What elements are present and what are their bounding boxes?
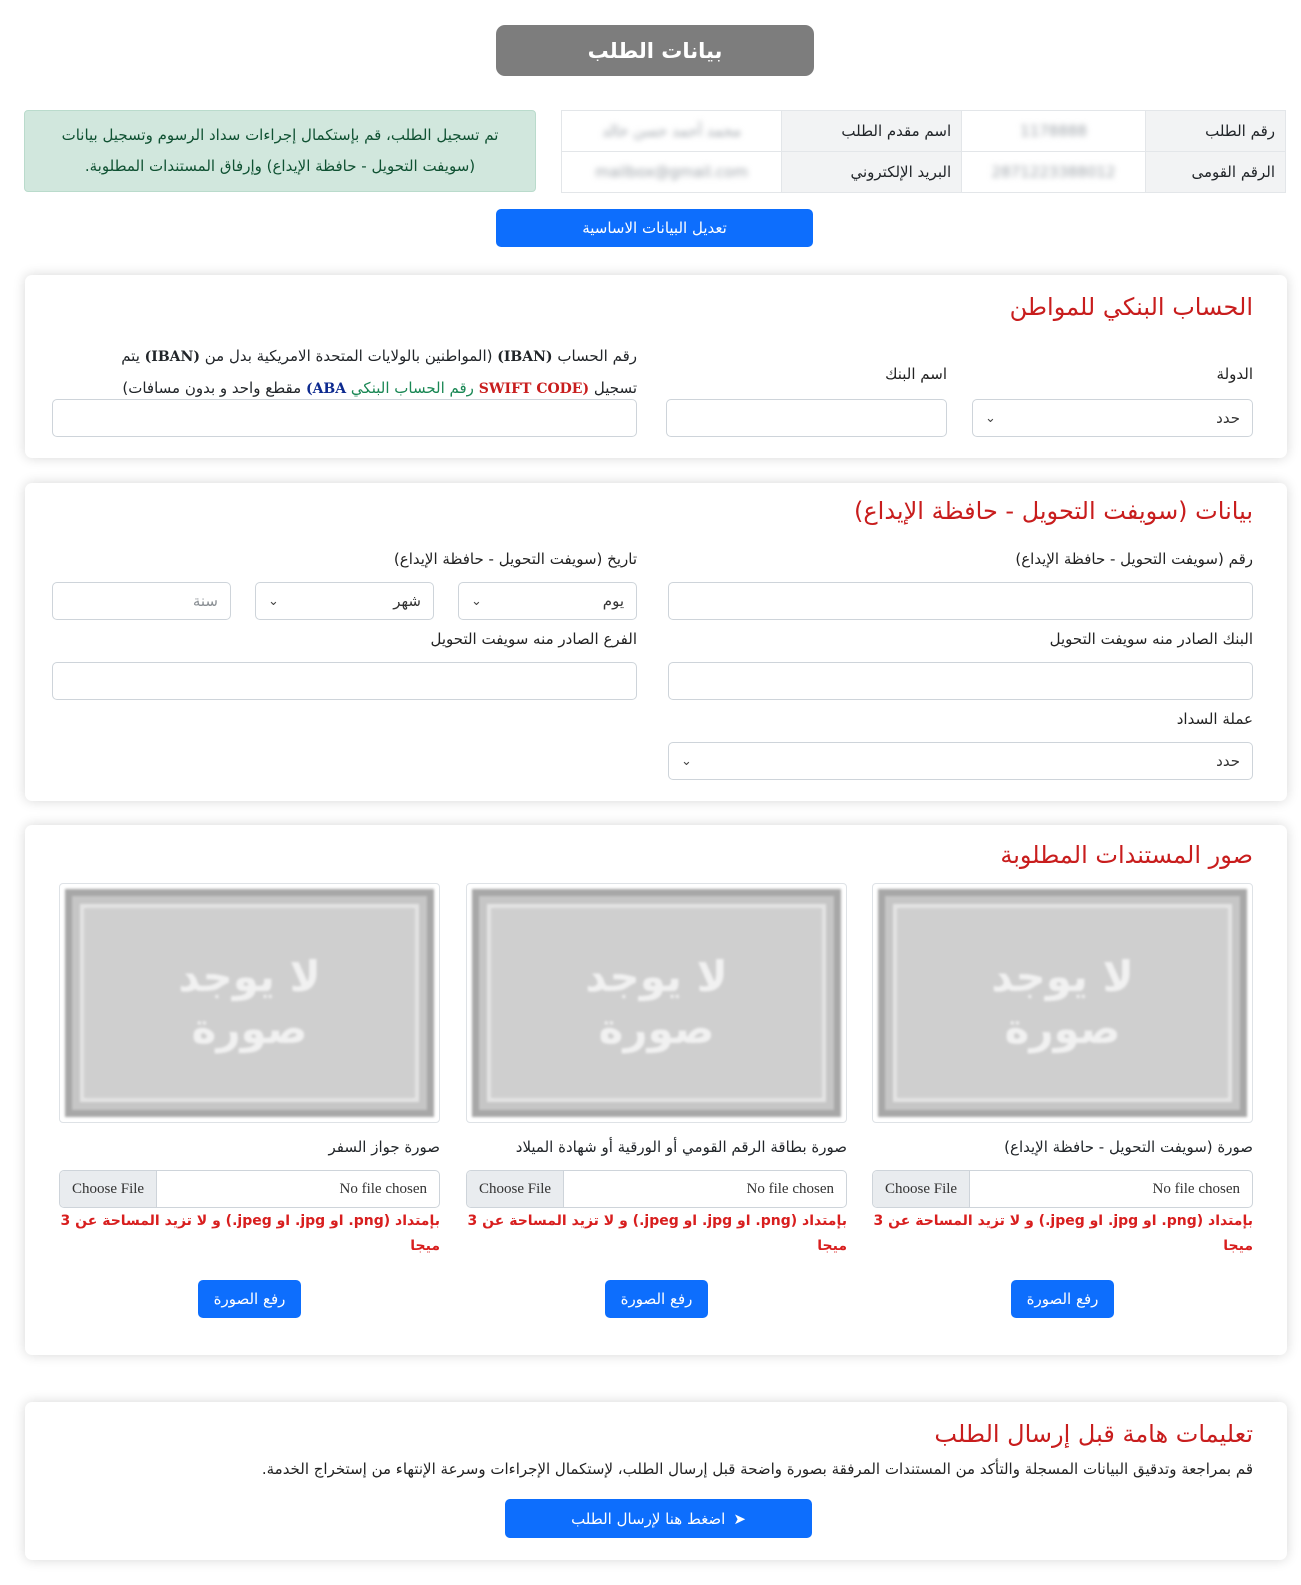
choose-file-button[interactable]: Choose File <box>467 1171 564 1207</box>
paper-plane-icon: ➤ <box>733 1509 746 1528</box>
send-request-button[interactable] <box>505 1499 812 1538</box>
chevron-down-icon: ⌄ <box>268 593 279 609</box>
document-label: صورة بطاقة الرقم القومي أو الورقية أو شهادة الميلاد <box>515 1138 847 1156</box>
no-file-text: No file chosen <box>339 1180 427 1197</box>
country-select[interactable] <box>972 399 1253 437</box>
swift-number-input[interactable] <box>668 582 1253 620</box>
national-id-value: 2871223388012 <box>962 152 1146 193</box>
day-select-value: يوم <box>602 592 624 610</box>
edit-basic-data-button[interactable]: تعديل البيانات الاساسية <box>496 209 813 247</box>
request-number-value: 1178888 <box>962 111 1146 152</box>
swift-date-label: تاريخ (سويفت التحويل - حافظة الإيداع) <box>393 550 637 568</box>
chevron-down-icon: ⌄ <box>985 410 996 426</box>
document-label: صورة جواز السفر <box>328 1138 440 1156</box>
currency-select[interactable] <box>668 742 1253 780</box>
country-label: الدولة <box>1216 365 1253 383</box>
alert-line-2: (سويفت التحويل - حافظة الإيداع) وإرفاق المستندات المطلوبة. <box>84 157 476 175</box>
upload-image-button[interactable]: رفع الصورة <box>198 1280 301 1318</box>
email-label: البريد الإلكتروني <box>782 152 962 193</box>
chevron-down-icon: ⌄ <box>471 593 482 609</box>
instructions-card <box>25 1402 1287 1560</box>
applicant-name-value: محمد أحمد حسن خالد <box>562 111 782 152</box>
instructions-title: تعليمات هامة قبل إرسال الطلب <box>934 1420 1253 1448</box>
document-image-preview <box>872 883 1253 1123</box>
month-select[interactable] <box>255 582 434 620</box>
no-image-placeholder: لا يوجد صورة <box>878 889 1247 1117</box>
request-number-label: رقم الطلب <box>1146 111 1286 152</box>
country-select-value: حدد <box>1216 409 1240 427</box>
issuing-bank-label: البنك الصادر منه سويفت التحويل <box>1049 630 1253 648</box>
national-id-label: الرقم القومى <box>1146 152 1286 193</box>
bank-name-label: اسم البنك <box>885 365 947 383</box>
document-label: صورة (سويفت التحويل - حافظة الإيداع) <box>1004 1138 1253 1156</box>
year-input[interactable] <box>52 582 231 620</box>
documents-card <box>25 825 1287 1355</box>
day-select[interactable] <box>458 582 637 620</box>
swift-number-label: رقم (سويفت التحويل - حافظة الإيداع) <box>1015 550 1253 568</box>
document-image-preview <box>59 883 440 1123</box>
extension-note: بإمتداد (png. او jpg. او jpeg.) و لا تزيد المساحة عن 3 ميجا <box>60 1213 440 1254</box>
bank-account-card <box>25 275 1287 458</box>
email-value: mailbox@gmail.com <box>562 152 782 193</box>
issuing-bank-input[interactable] <box>668 662 1253 700</box>
currency-label: عملة السداد <box>1176 710 1253 728</box>
issuing-branch-input[interactable] <box>52 662 637 700</box>
no-image-placeholder: لا يوجد صورة <box>65 889 434 1117</box>
file-input[interactable] <box>872 1170 1253 1208</box>
chevron-down-icon: ⌄ <box>681 753 692 769</box>
choose-file-button[interactable]: Choose File <box>873 1171 970 1207</box>
request-info-table <box>561 110 1286 193</box>
month-select-value: شهر <box>393 592 421 610</box>
bank-account-title: الحساب البنكي للمواطن <box>1009 293 1253 321</box>
document-image-preview <box>466 883 847 1123</box>
alert-line-1: تم تسجيل الطلب، قم بإستكمال إجراءات سداد الرسوم وتسجيل بيانات <box>61 126 499 144</box>
iban-input[interactable] <box>52 399 637 437</box>
issuing-branch-label: الفرع الصادر منه سويفت التحويل <box>430 630 637 648</box>
file-input[interactable] <box>466 1170 847 1208</box>
no-file-text: No file chosen <box>746 1180 834 1197</box>
applicant-name-label: اسم مقدم الطلب <box>782 111 962 152</box>
no-image-placeholder: لا يوجد صورة <box>472 889 841 1117</box>
no-file-text: No file chosen <box>1152 1180 1240 1197</box>
iban-label: رقم الحساب (IBAN) (المواطنين بالولايات المتحدة الامريكية بدل من (IBAN) يتم تسجيل (SWIFT CODE رقم الحساب البنكي ABA) مقطع واحد و بدون مسافات) <box>121 347 637 397</box>
upload-image-button[interactable]: رفع الصورة <box>605 1280 708 1318</box>
send-request-label: اضغط هنا لإرسال الطلب <box>571 1509 726 1528</box>
documents-title: صور المستندات المطلوبة <box>1000 841 1253 869</box>
year-placeholder: سنة <box>192 592 218 610</box>
swift-data-title: بيانات (سويفت التحويل - حافظة الإيداع) <box>853 497 1253 525</box>
instructions-text: قم بمراجعة وتدقيق البيانات المسجلة والتأكد من المستندات المرفقة بصورة واضحة قبل إرسال الطلب، لإستكمال الإجراءات وسرعة الإنتهاء من إستخراج الخدمة. <box>261 1460 1253 1478</box>
currency-select-value: حدد <box>1216 752 1240 770</box>
extension-note: بإمتداد (png. او jpg. او jpeg.) و لا تزيد المساحة عن 3 ميجا <box>873 1213 1253 1254</box>
upload-image-button[interactable]: رفع الصورة <box>1011 1280 1114 1318</box>
extension-note: بإمتداد (png. او jpg. او jpeg.) و لا تزيد المساحة عن 3 ميجا <box>467 1213 847 1254</box>
file-input[interactable] <box>59 1170 440 1208</box>
choose-file-button[interactable]: Choose File <box>60 1171 157 1207</box>
page-title: بيانات الطلب <box>496 25 814 76</box>
success-alert <box>24 110 536 192</box>
bank-name-input[interactable] <box>666 399 947 437</box>
swift-data-card <box>25 483 1287 801</box>
